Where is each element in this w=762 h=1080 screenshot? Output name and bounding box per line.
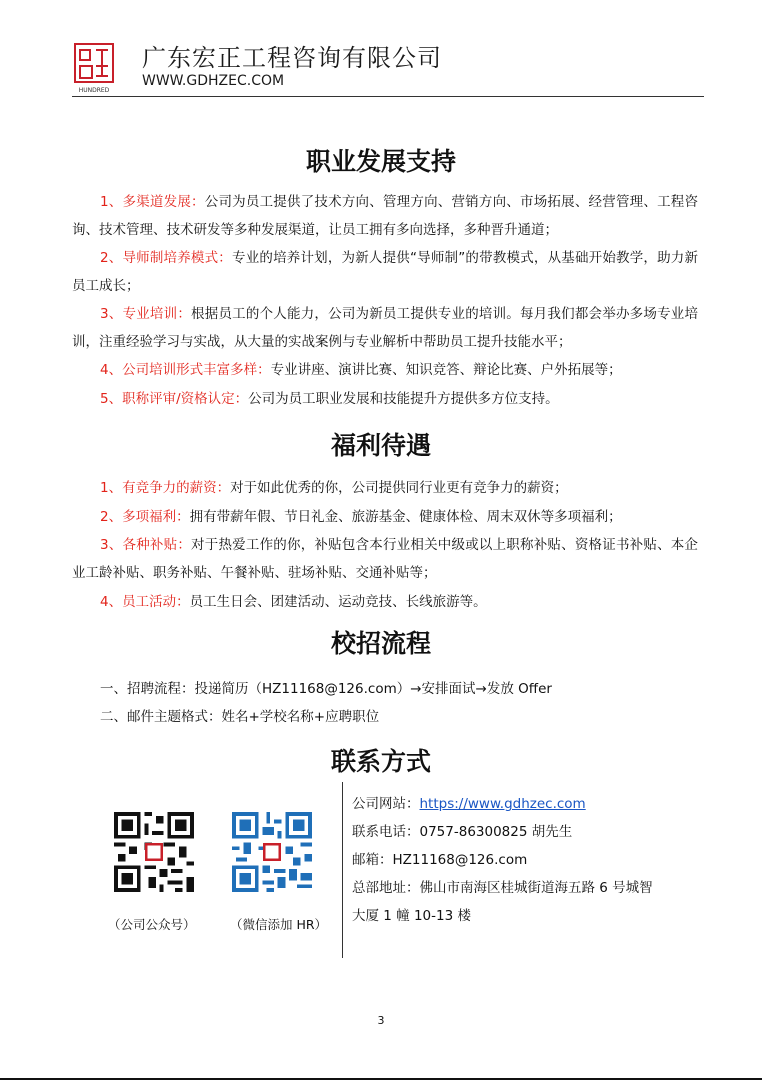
career-title: 职业发展支持 xyxy=(305,147,456,176)
contact-title: 联系方式 xyxy=(330,747,431,776)
career-item-lead: 1、多渠道发展： xyxy=(100,194,205,210)
career-item-text: 公司为员工提供了技术方向、管理方向、营销方向、市场拓展、经营管理、工程咨询、技术管理、技术研发等多种发展渠道，让员工拥有多向选择，多种晋升通道； xyxy=(72,194,698,238)
campus-email-format: 二、邮件主题格式：姓名+学校名称+应聘职位 xyxy=(100,709,380,725)
benefit-item-3 xyxy=(72,531,698,587)
page-number: 3 xyxy=(377,1014,385,1027)
company-logo xyxy=(72,42,120,96)
benefit-item-text: 拥有带薪年假、节日礼金、旅游基金、健康体检、周末双休等多项福利； xyxy=(189,509,622,525)
contact-divider xyxy=(342,782,343,958)
website-link[interactable]: https://www.gdhzec.com xyxy=(419,796,586,812)
website-line xyxy=(352,790,702,818)
company-name: 广东宏正工程咨询有限公司 xyxy=(142,44,442,72)
page-header xyxy=(72,30,704,98)
career-item-lead: 4、公司培训形式丰富多样： xyxy=(100,362,271,378)
career-item-2 xyxy=(72,244,698,300)
career-item-text: 专业讲座、演讲比赛、知识竞答、辩论比赛、户外拓展等； xyxy=(270,362,622,378)
website-label: 公司网站： xyxy=(352,796,420,812)
career-item-text: 专业的培养计划，为新人提供“导师制”的带教模式，从基础开始教学，助力新员工成长； xyxy=(72,250,698,294)
benefit-item-text: 对于如此优秀的你，公司提供同行业更有竞争力的薪资； xyxy=(230,480,568,496)
official-account-caption: （公司公众号） xyxy=(108,917,196,932)
official-account-qr-icon xyxy=(114,812,194,892)
benefit-item-lead: 1、有竞争力的薪资： xyxy=(100,480,231,496)
benefit-item-text: 员工生日会、团建活动、运动竞技、长线旅游等。 xyxy=(189,594,487,610)
benefit-item-lead: 2、多项福利： xyxy=(100,509,190,525)
career-item-4 xyxy=(72,356,698,384)
benefits-title: 福利待遇 xyxy=(330,431,431,460)
career-item-lead: 3、专业培训： xyxy=(100,306,192,322)
benefit-item-text: 对于热爱工作的你，补贴包含本行业相关中级或以上职称补贴、资格证书补贴、本企业工龄补贴、职务补贴、午餐补贴、驻场补贴、交通补贴等； xyxy=(72,537,699,581)
wechat-hr-qr-icon xyxy=(232,812,312,892)
address-line-2: 大厦 1 幢 10-13 楼 xyxy=(352,908,471,924)
campus-process: 一、招聘流程：投递简历（HZ11168@126.com）→安排面试→发放 Offer xyxy=(100,681,552,697)
career-item-text: 根据员工的个人能力，公司为新员工提供专业的培训。每月我们都会举办多场专业培训，注重经验学习与实战，从大量的实战案例与专业解析中帮助员工提升技能水平； xyxy=(72,306,699,350)
company-url[interactable]: WWW.GDHZEC.COM xyxy=(142,73,285,89)
benefit-item-4 xyxy=(72,588,698,616)
contact-details xyxy=(352,790,702,930)
wechat-hr-caption: （微信添加 HR） xyxy=(230,917,328,932)
benefit-item-lead: 4、员工活动： xyxy=(100,594,190,610)
benefit-item-2 xyxy=(72,503,698,531)
address-line-1: 总部地址：佛山市南海区桂城街道海五路 6 号城智 xyxy=(352,880,653,896)
benefit-item-lead: 3、各种补贴： xyxy=(100,537,192,553)
career-item-5 xyxy=(72,385,698,413)
career-item-text: 公司为员工职业发展和技能提升方提供多方位支持。 xyxy=(248,391,559,407)
contact-box xyxy=(72,782,698,958)
benefit-item-1 xyxy=(72,474,698,502)
career-item-3 xyxy=(72,300,698,356)
career-item-1 xyxy=(72,188,698,244)
career-item-lead: 5、职称评审/资格认定： xyxy=(100,391,249,407)
logo-text: HUNDRED xyxy=(78,87,110,94)
email-line: 邮箱：HZ11168@126.com xyxy=(352,852,528,868)
phone-line: 联系电话：0757-86300825 胡先生 xyxy=(352,824,573,840)
career-item-lead: 2、导师制培养模式： xyxy=(100,250,232,266)
header-divider xyxy=(72,96,704,97)
campus-title: 校招流程 xyxy=(330,629,431,658)
